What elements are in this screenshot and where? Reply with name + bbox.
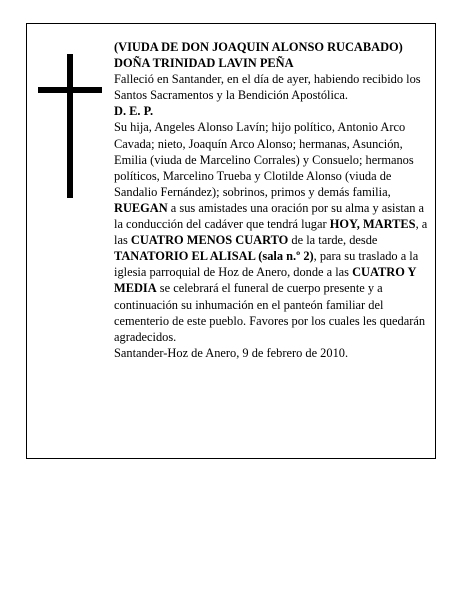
cross-horizontal-bar	[38, 87, 102, 93]
funeral-home: TANATORIO EL ALISAL (sala n.º 2)	[114, 249, 314, 264]
request-text-1: a sus amistades una oración por su alma y asistan a la conducción del cadáver que tendrá lugar	[114, 200, 425, 232]
cross-vertical-bar	[67, 54, 73, 198]
conduction-time: CUATRO MENOS CUARTO	[130, 233, 289, 248]
obituary-text	[114, 39, 432, 361]
ruegan-word: RUEGAN	[114, 200, 168, 215]
funeral-mass-time: CUATRO Y MEDIA	[114, 265, 417, 296]
funeral-day: HOY, MARTES	[329, 217, 416, 232]
death-statement: Falleció en Santander, en el día de ayer, habiendo recibido los Santos Sacramentos y la Bendición Apostólica.	[114, 72, 421, 103]
place-and-date: Santander-Hoz de Anero, 9 de febrero de 2010.	[114, 345, 349, 360]
request-text-2: , a las	[114, 217, 428, 248]
family-list: Su hija, Angeles Alonso Lavín; hijo político, Antonio Arco Cavada; nieto, Joaquín Arco Alonso; hermanas, Asunción, Emilia (viuda de Marcelino Corrales) y Consuelo; hermanos políticos, Marcelino Trueba y Clotilde Alonso (viuda de Sandalio Fernández); sobrinos, primos y demás familia,	[114, 120, 414, 199]
funeral-request	[114, 200, 432, 345]
request-text-4: , para su traslado a la iglesia parroquial de Hoz de Anero, donde a las	[114, 249, 419, 280]
widow-of-line: (VIUDA DE DON JOAQUIN ALONSO RUCABADO)	[114, 40, 403, 54]
request-text-5: se celebrará el funeral de cuerpo presente y a continuación su inhumación en el panteón familiar del cementerio de este pueblo. Favores por los cuales les quedarán agradecidos.	[114, 281, 426, 344]
latin-cross-icon	[38, 54, 102, 198]
deceased-name: DOÑA TRINIDAD LAVIN PEÑA	[114, 56, 294, 71]
request-text-3: de la tarde, desde	[288, 233, 378, 248]
rest-in-peace: D. E. P.	[114, 104, 154, 119]
